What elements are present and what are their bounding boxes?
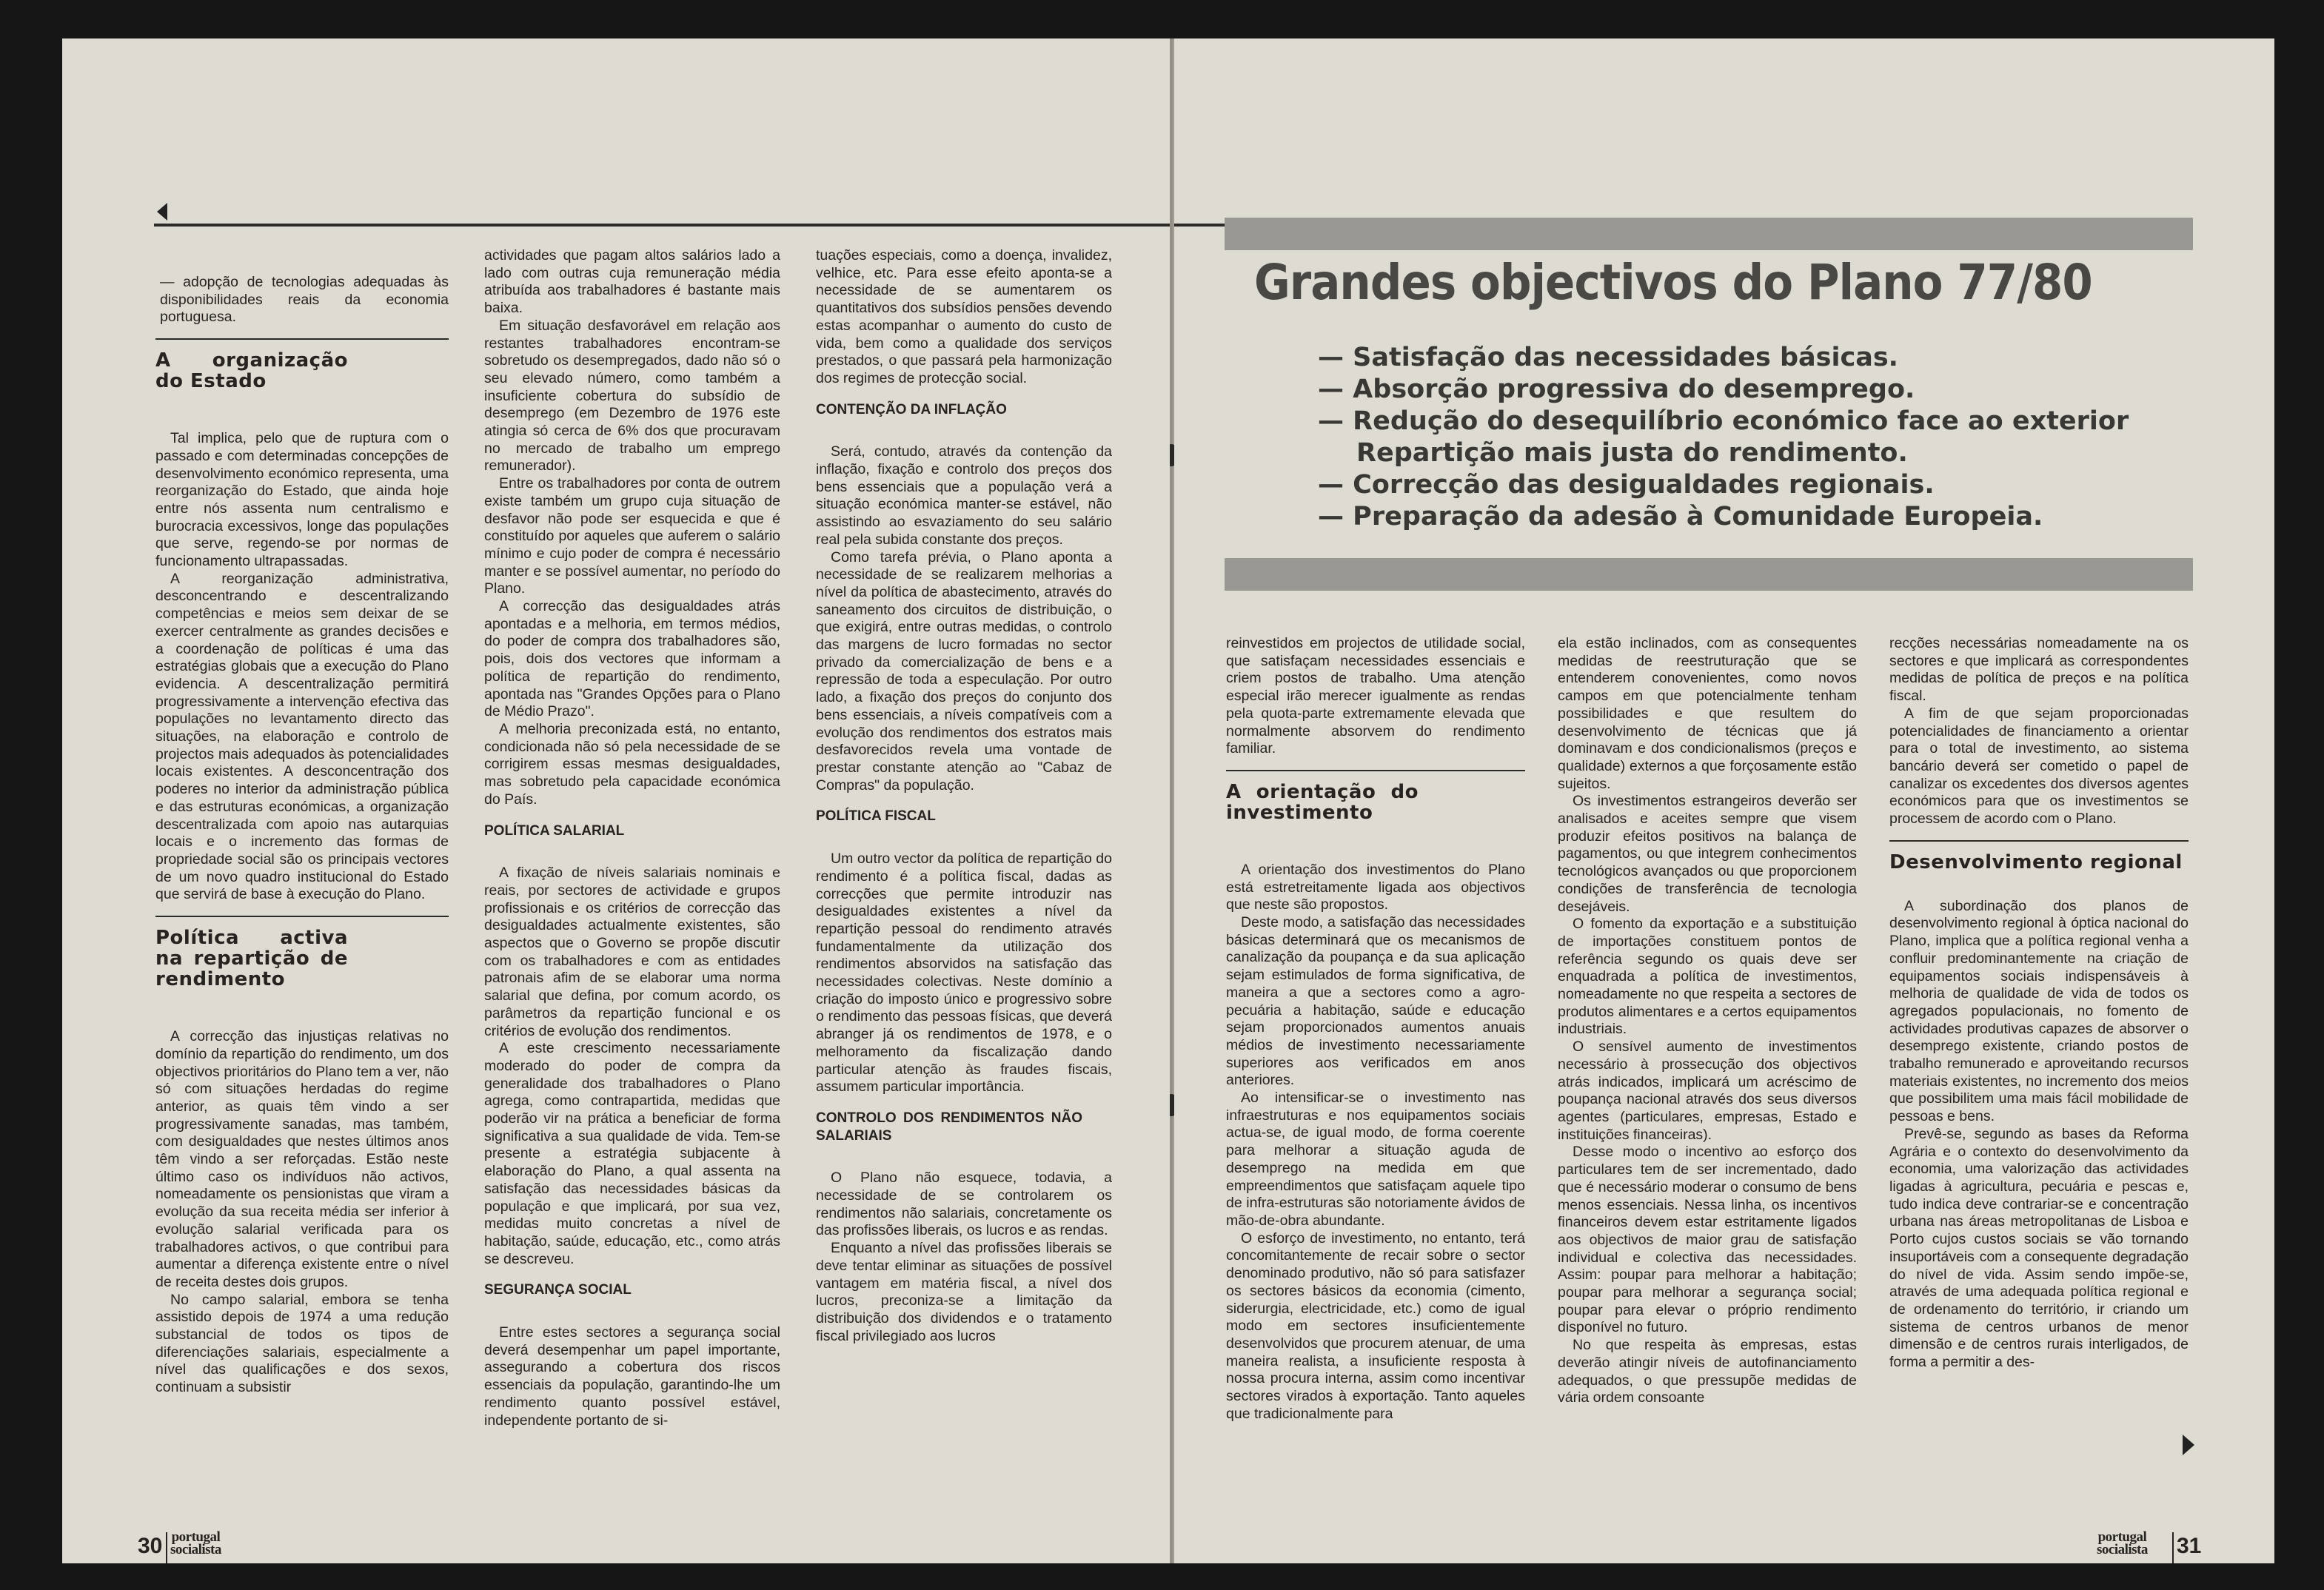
- paragraph: Entre os trabalhadores por conta de outrem existe também um grupo cuja situação de desfavor não pode ser esquecida e que é constituído por aqueles que auferem o salário mínimo e cujo poder de compra é necessário manter e se possível aumentar, no período do Plano.: [484, 475, 780, 597]
- objective-item: — Satisfação das necessidades básicas.: [1318, 343, 1898, 372]
- paragraph: recções necessárias nomeadamente na os sectores e que implicará as correspondentes medidas de política de preços e na política fiscal.: [1889, 635, 2189, 705]
- top-rule: [154, 224, 1170, 227]
- logo-line-1: portugal: [171, 1529, 221, 1545]
- continue-arrow-icon: [2183, 1435, 2194, 1455]
- section-heading-organizacao: A organização do Estado: [155, 349, 348, 393]
- objective-item: — Redução do desequilíbrio económico face ao exterior: [1318, 406, 2129, 436]
- paragraph: Será, contudo, através da contenção da inflação, fixação e controlo dos preços dos bens essenciais que a população verá a situação económica manter-se estável, não assistindo ao esvaziamento do seu salário real pela subida constante dos preços.: [816, 443, 1112, 548]
- paragraph: A reorganização administrativa, desconcentrando e descentralizando competências e meios sem deixar de se exercer centralmente as grandes decisões e a coordenação de políticas é uma das estratégias globais que a execução do Plano evidencia. A descentralização permitirá progressivamente a intervenção efectiva das populações no levantamento directo das situações, na elaboração e controlo de projectos mais adequados às potencialidades locais existentes. A desconcentração dos poderes no interior da administração pública e das estruturas económicas, a organização descentralizada com apoio nas autarquias locais e o incremento das formas de propriedade social são os principais vectores de um novo quadro institucional do Estado que servirá de base à execução do Plano.: [155, 570, 449, 903]
- paragraph: O Plano não esquece, todavia, a necessidade de se controlarem os rendimentos não salariais, concretamente os das profissões liberais, os lucros e as rendas.: [816, 1170, 1112, 1239]
- divider: [1226, 770, 1525, 771]
- publication-logo: [170, 1531, 221, 1556]
- folio-rule: [166, 1532, 167, 1563]
- column-3: [1889, 635, 2189, 1372]
- paragraph: Em situação desfavorável em relação aos restantes trabalhadores encontram-se sobretudo os desempregados, dado não só o seu elevado número, como também a insuficiente cobertura do subsídio de desemprego (em Dezembro de 1976 este atingia só cerca de 6% dos que procuravam no mercado de trabalho um emprego remunerador).: [484, 317, 780, 474]
- page-30: [62, 38, 1170, 1563]
- paragraph: ela estão inclinados, com as consequentes medidas de reestruturação que se entenderem conovenientes, como novos campos em que potencialmente tenham possibilidades e que resultem do desenvolvimento de técnicas que já dominavam e dos condicionalismos (preços e qualidade) externos a que forçosamente estão sujeitos.: [1558, 635, 1857, 792]
- paragraph: actividades que pagam altos salários lado a lado com outras cuja remuneração média atribuída aos trabalhadores é bastante mais baixa.: [484, 247, 780, 317]
- section-heading-politica-fiscal: POLÍTICA FISCAL: [816, 808, 936, 825]
- gray-band-top: [1225, 218, 2193, 250]
- paragraph: A fixação de níveis salariais nominais e reais, por sectores de actividade e grupos profissionais e os critérios de correcção das desigualdades actualmente existentes, são aspectos que o Governo se propõe discutir com os trabalhadores e com as entidades patronais afim de se elaborar uma norma salarial que defina, por comum acordo, os parâmetros da repartição funcional e os critérios de evolução dos rendimentos.: [484, 865, 780, 1039]
- page-31: [1174, 38, 2274, 1563]
- objective-item: — Correcção das desigualdades regionais.: [1318, 470, 1935, 500]
- column-1: [155, 274, 449, 1397]
- column-3: [816, 247, 1112, 1345]
- logo-line-2: socialista: [170, 1542, 221, 1557]
- paragraph: Deste modo, a satisfação das necessidades básicas determinará que os mecanismos de canalização da poupança e da sua aplicação sejam estimulados de forma significativa, de maneira a que a sectores como a agro-pecuária a habitação, saúde e educação sejam proporcionados aumentos anuais médios de investimento necessariamente superiores aos verificados em anos anteriores.: [1226, 914, 1525, 1089]
- column-2: [484, 247, 780, 1429]
- column-1: [1226, 635, 1525, 1423]
- paragraph: reinvestidos em projectos de utilidade social, que satisfaçam necessidades essenciais e criem postos de trabalho. Uma atenção especial irão merecer igualmente as rendas pela quota-parte extremamente elevada que normalmente absorvem do rendimento familiar.: [1226, 635, 1525, 757]
- paragraph: A fim de que sejam proporcionadas potencialidades de financiamento a orientar para o total de investimento, ao sistema bancário deverá ser cometido o papel de canalizar os excedentes dos diversos agentes económicos para que os investimentos se processem de acordo com o Plano.: [1889, 705, 2189, 828]
- objective-item: Repartição mais justa do rendimento.: [1356, 438, 1908, 468]
- section-heading-orientacao: A orientação do investimento: [1226, 780, 1419, 824]
- objectives-list: [1318, 342, 2206, 533]
- gray-band-bottom: [1225, 558, 2193, 591]
- paragraph: O esforço de investimento, no entanto, terá concomitantemente de recair sobre o sector denominado produtivo, não só para satisfazer os sectores básicos da economia (cimento, siderurgia, electricidade, etc.) como de igual modo em sectores insuficientemente desenvolvidos que procurem atenuar, de uma maneira realista, a insuficiente resposta à nossa procura interna, assim como incentivar sectores virados à exportação. Tanto aqueles que tradicionalmente para: [1226, 1230, 1525, 1422]
- page-number: 31: [2177, 1534, 2202, 1558]
- paragraph: Entre estes sectores a segurança social deverá desempenhar um papel importante, assegurando a cobertura dos riscos essenciais da população, garantindo-lhe um rendimento quanto possível estável, independente portanto de si-: [484, 1324, 780, 1429]
- paragraph: A orientação dos investimentos do Plano está estretreitamente ligada aos objectivos que neste são propostos.: [1226, 861, 1525, 913]
- section-heading-seguranca-social: SEGURANÇA SOCIAL: [484, 1282, 632, 1298]
- section-heading-politica-activa: Política activa na repartição de rendimento: [155, 927, 348, 991]
- objective-item: — Absorção progressiva do desemprego.: [1318, 375, 1915, 404]
- folio-rule: [2172, 1532, 2174, 1563]
- continue-arrow-icon: [157, 203, 167, 221]
- paragraph: O sensível aumento de investimentos necessário à prossecução dos objectivos atrás indicados, implicará um acréscimo de poupança nacional através dos seus diversos agentes (particulares, empresas, Estado e instituições financeiras).: [1558, 1039, 1857, 1143]
- paragraph: No que respeita às empresas, estas deverão atingir níveis de autofinanciamento adequados, o que pressupõe medidas de vária ordem consoante: [1558, 1337, 1857, 1406]
- paragraph: Como tarefa prévia, o Plano aponta a necessidade de se realizarem melhorias a nível da política de abastecimento, através do saneamento dos circuitos de distribuição, o que exigirá, entre outras medidas, o controlo das margens de lucro formadas no sector privado da comercialização de bens e a repressão de toda a especulação. Por outro lado, a fixação dos preços do conjunto dos bens essenciais, a níveis compatíveis com a evolução dos rendimentos dos estratos mais desfavorecidos revela uma vontade de prestar constante atenção ao "Cabaz de Compras" da população.: [816, 549, 1112, 794]
- paragraph: Enquanto a nível das profissões liberais se deve tentar eliminar as situações de possível vantagem em matéria fiscal, a nível dos lucros, preconiza-se a limitação da distribuição dos dividendos e o tratamento fiscal privilegiado aos lucros: [816, 1240, 1112, 1344]
- logo-line-1: portugal: [2097, 1529, 2147, 1545]
- page-number: 30: [138, 1534, 163, 1558]
- paragraph: A este crescimento necessariamente moderado do poder de compra da generalidade dos trabalhadores o Plano agrega, como contrapartida, medidas que poderão vir na prática a beneficiar de forma significativa a sua qualidade de vida. Tem-se presente a estratégia subjacente à elaboração do Plano, a qual assenta na satisfação das necessidades básicas da população e que implicará, por sua vez, medidas muito concretas a nível de habitação, saúde, educação, etc., como atrás se descreveu.: [484, 1040, 780, 1267]
- publication-logo: [2097, 1531, 2148, 1556]
- paragraph: Um outro vector da política de repartição do rendimento é a política fiscal, dadas as correcções que permite introduzir nas desigualdades existentes a nível da repartição pessoal do rendimento através fundamentalmente da utilização dos rendimentos absorvidos na satisfação das necessidades colectivas. Neste domínio a criação do imposto único e progressivo sobre o rendimento das pessoas físicas, que deverá abranger já os rendimentos de 1978, e o melhoramento da fiscalização dando particular atenção às fraudes fiscais, assumem particular importância.: [816, 851, 1112, 1096]
- divider: [1889, 840, 2189, 842]
- paragraph: Prevê-se, segundo as bases da Reforma Agrária e o contexto do desenvolvimento da economia, uma valorização das actividades ligadas à agricultura, pecuária e pescas e, tudo indica deve contrariar-se e concentração urbana nas áreas metropolitanas de Lisboa e Porto cujos custos sociais se vão tornando insuportáveis com a consequente degradação do nível de vida. Assim sendo impõe-se, através de uma adequada política regional e de ordenamento do território, ir criando um sistema de centros urbanos de menor dimensão e de centros rurais interligados, de forma a permitir a des-: [1889, 1125, 2189, 1371]
- paragraph: No campo salarial, embora se tenha assistido depois de 1974 a uma redução substancial de todos os tipos de diferenciações salariais, especialmente a nível das qualificações e dos sexos, continuam a subsistir: [155, 1291, 449, 1396]
- paragraph: A melhoria preconizada está, no entanto, condicionada não só pela necessidade de se corrigirem essas mesmas desigualdades, mas sobretudo pela capacidade económica do País.: [484, 720, 780, 808]
- logo-line-2: socialista: [2097, 1542, 2148, 1557]
- headline: Grandes objectivos do Plano 77/80: [1254, 254, 2092, 311]
- paragraph: A subordinação dos planos de desenvolvimento regional à óptica nacional do Plano, implica que a política regional venha a confluir predominantemente na criação de equipamentos sociais indispensáveis à melhoria de qualidade de vida de todos os agregados populacionais, no fomento de actividades produtivas capazes de absorver o desemprego existente, criando postos de trabalho remunerado e aproveitando recursos materiais existentes, no incremento dos meios que possibilitem uma mais fácil mobilidade de pessoas e bens.: [1889, 897, 2189, 1125]
- section-heading-regional: Desenvolvimento regional: [1889, 851, 2183, 873]
- section-heading-controlo: CONTROLO DOS RENDIMENTOS NÃO SALARIAIS: [816, 1110, 1082, 1144]
- paragraph: A correcção das desigualdades atrás apontadas e a melhoria, em termos médios, do poder de compra dos trabalhadores são, pois, dois dos vectores que informam a política de repartição do rendimento, apontada nas "Grandes Opções para o Plano de Médio Prazo".: [484, 598, 780, 720]
- paragraph: A correcção das injustiças relativas no domínio da repartição do rendimento, um dos objectivos prioritários do Plano tem a ver, não só com situações herdadas do regime anterior, as quais têm vindo a ser progressivamente sanadas, mas também, com desigualdades que nestes últimos anos têm vindo a ser reforçadas. Estão neste último caso os indivíduos não activos, nomeadamente os pensionistas que viram a evolução da sua receita média ser inferior à evolução salarial verificada para os trabalhadores activos, o que contribui para aumentar a diferença existente entre o nível de receita destes dois grupos.: [155, 1028, 449, 1290]
- paragraph: O fomento da exportação e a substituição de importações constituem pontos de referência segundo os quais deve ser enquadrada a política de investimentos, nomeadamente no que respeita a sectores de produtos alimentares e a certos equipamentos industriais.: [1558, 916, 1857, 1038]
- paragraph: Os investimentos estrangeiros deverão ser analisados e aceites sempre que visem produzir efeitos positivos na balança de pagamentos, ou que integrem conhecimentos tecnológicos avançados ou que proporcionem condições de transferência de tecnologia desejáveis.: [1558, 793, 1857, 915]
- divider: [155, 916, 449, 917]
- column-2: [1558, 635, 1857, 1407]
- paragraph: Desse modo o incentivo ao esforço dos particulares tem de ser incrementado, dado que é necessário moderar o consumo de bens menos essenciais. Nessa linha, os incentivos financeiros devem estar estritamente ligados aos objectivos de maior grau de satisfação individual e colectiva das necessidades. Assim: poupar para melhorar a habitação; poupar para melhorar a segurança social; poupar para elevar o próprio rendimento disponível no futuro.: [1558, 1144, 1857, 1336]
- section-heading-inflacao: CONTENÇÃO DA INFLAÇÃO: [816, 401, 1007, 417]
- section-heading-politica-salarial: POLÍTICA SALARIAL: [484, 822, 625, 839]
- intro-text: — adopção de tecnologias adequadas às disponibilidades reais da economia portuguesa.: [160, 274, 449, 326]
- paragraph: tuações especiais, como a doença, invalidez, velhice, etc. Para esse efeito aponta-se a necessidade de se aumentarem os quantitativos dos subsídios pensões devendo estas acompanhar o aumento do custo de vida, bem como a qualidade dos serviços prestados, o que passará pela harmonização dos regimes de protecção social.: [816, 247, 1112, 386]
- paragraph: Ao intensificar-se o investimento nas infraestruturas e nos equipamentos sociais actua-se, de igual modo, de forma coerente para melhorar a situação aguda de desemprego na medida em que empreendimentos que satisfaçam aquele tipo de infra-estruturas são notoriamente ávidos de mão-de-obra abundante.: [1226, 1090, 1525, 1229]
- divider: [155, 338, 449, 340]
- objective-item: — Preparação da adesão à Comunidade Europeia.: [1318, 502, 2043, 531]
- paragraph: Tal implica, pelo que de ruptura com o passado e com determinadas concepções de desenvolvimento económico representa, uma reorganização do Estado, que ainda hoje entre nós assenta num centralismo e burocracia excessivos, longe das populações que serve, regendo-se por normas de funcionamento ultrapassadas.: [155, 430, 449, 570]
